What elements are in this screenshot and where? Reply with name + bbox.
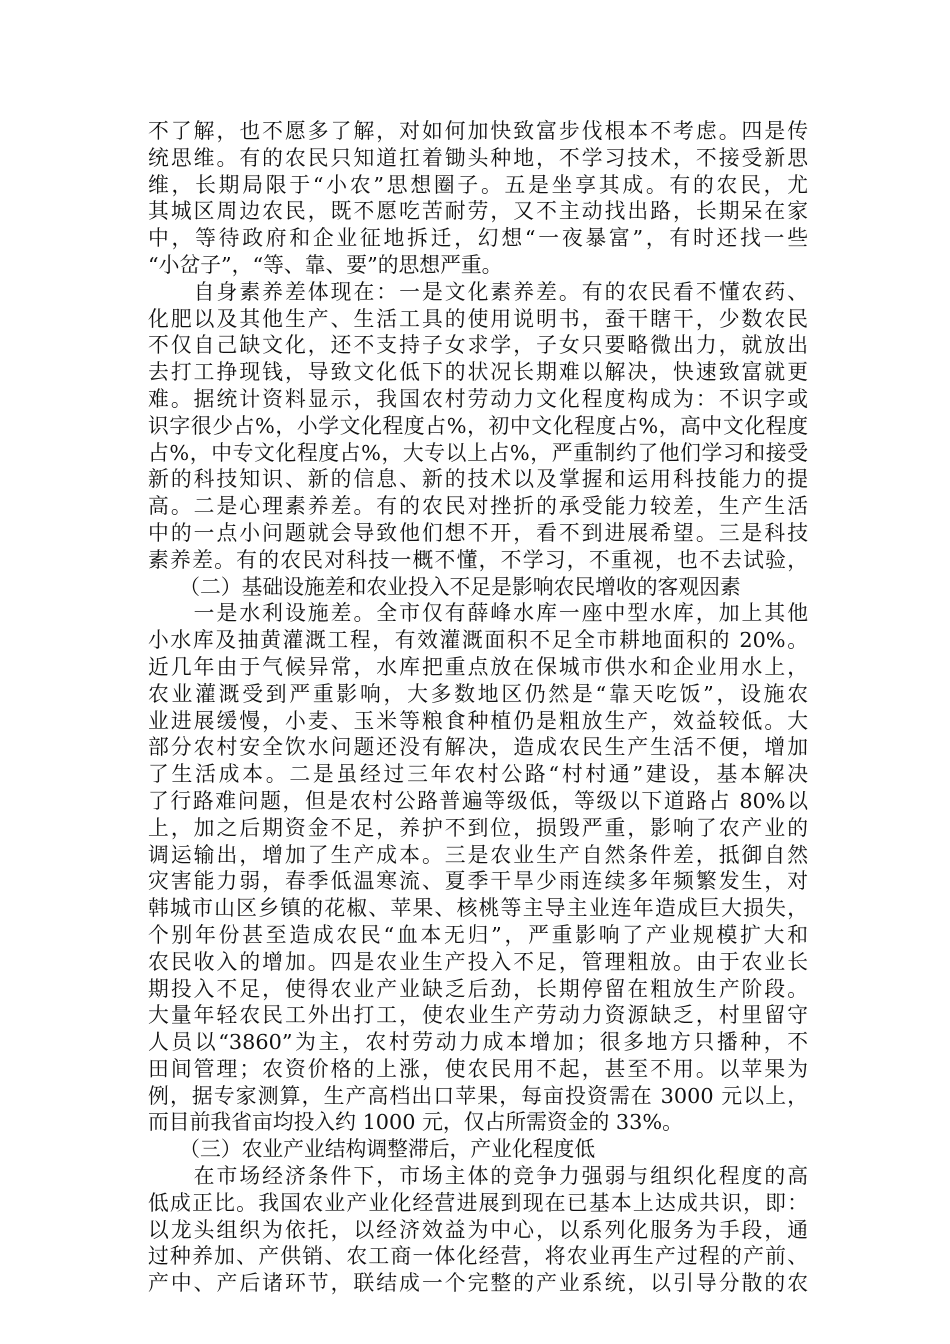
body-text bbox=[148, 118, 808, 1297]
text-line: 了生活成本。二是虽经过三年农村公路“村村通”建设，基本解决 bbox=[148, 762, 808, 787]
text-line: 不仅自己缺文化，还不支持子女求学，子女只要略微出力，就放出 bbox=[148, 333, 808, 358]
text-line: 人员以“3860”为主，农村劳动力成本增加；很多地方只播种，不 bbox=[148, 1030, 808, 1055]
text-line: 近几年由于气候异常，水库把重点放在保城市供水和企业用水上， bbox=[148, 654, 808, 679]
text-line: 化肥以及其他生产、生活工具的使用说明书，蚕干瞎干，少数农民 bbox=[148, 306, 808, 331]
text-line: 一是水利设施差。全市仅有薛峰水库一座中型水库，加上其他 bbox=[148, 601, 808, 626]
text-line: 统思维。有的农民只知道扛着锄头种地，不学习技术，不接受新思 bbox=[148, 145, 808, 170]
text-line: 其城区周边农民，既不愿吃苦耐劳，又不主动找出路，长期呆在家 bbox=[148, 199, 808, 224]
text-line: 在市场经济条件下，市场主体的竞争力强弱与组织化程度的高 bbox=[148, 1164, 808, 1189]
text-line: 小水库及抽黄灌溉工程，有效灌溉面积不足全市耕地面积的 20%。 bbox=[148, 628, 808, 653]
text-line: 期投入不足，使得农业产业缺乏后劲，长期停留在粗放生产阶段。 bbox=[148, 976, 808, 1001]
text-line: 个别年份甚至造成农民“血本无归”，严重影响了产业规模扩大和 bbox=[148, 922, 808, 947]
text-line: 去打工挣现钱，导致文化低下的状况长期难以解决，快速致富就更 bbox=[148, 360, 808, 385]
text-line: 产中、产后诸环节，联结成一个完整的产业系统，以引导分散的农 bbox=[148, 1271, 808, 1296]
text-line: 难。据统计资料显示，我国农村劳动力文化程度构成为：不识字或 bbox=[148, 386, 808, 411]
text-line: 而目前我省亩均投入约 1000 元，仅占所需资金的 33%。 bbox=[148, 1110, 683, 1135]
text-line: 新的科技知识、新的信息、新的技术以及掌握和运用科技能力的提 bbox=[148, 467, 808, 492]
text-line: 识字很少占%，小学文化程度占%，初中文化程度占%，高中文化程度 bbox=[148, 413, 808, 438]
text-line: 低成正比。我国农业产业化经营进展到现在已基本上达成共识，即： bbox=[148, 1190, 808, 1215]
text-line: 田间管理；农资价格的上涨，使农民用不起，甚至不用。以苹果为 bbox=[148, 1056, 808, 1081]
text-line: 中，等待政府和企业征地拆迁，幻想“一夜暴富”，有时还找一些 bbox=[148, 226, 808, 251]
text-line: 中的一点小问题就会导致他们想不开，看不到进展希望。三是科技 bbox=[148, 520, 808, 545]
text-line: 上，加之后期资金不足，养护不到位，损毁严重，影响了农产业的 bbox=[148, 815, 808, 840]
text-line: 大量年轻农民工外出打工，使农业生产劳动力资源缺乏，村里留守 bbox=[148, 1003, 808, 1028]
text-line: 自身素养差体现在：一是文化素养差。有的农民看不懂农药、 bbox=[148, 279, 808, 304]
text-line: 占%，中专文化程度占%，大专以上占%，严重制约了他们学习和接受 bbox=[148, 440, 808, 465]
text-line: 业进展缓慢，小麦、玉米等粮食种植仍是粗放生产，效益较低。大 bbox=[148, 708, 808, 733]
text-line: 部分农村安全饮水问题还没有解决，造成农民生产生活不便，增加 bbox=[148, 735, 808, 760]
text-line: 高。二是心理素养差。有的农民对挫折的承受能力较差，生产生活 bbox=[148, 494, 808, 519]
text-line: 农民收入的增加。四是农业生产投入不足，管理粗放。由于农业长 bbox=[148, 949, 808, 974]
text-line: （二）基础设施差和农业投入不足是影响农民增收的客观因素 bbox=[148, 574, 741, 599]
text-line: （三）农业产业结构调整滞后，产业化程度低 bbox=[148, 1137, 596, 1162]
text-line: “小岔子”，“等、靠、要”的思想严重。 bbox=[148, 252, 503, 277]
text-line: 过种养加、产供销、农工商一体化经营，将农业再生产过程的产前、 bbox=[148, 1244, 808, 1269]
text-line: 维，长期局限于“小农”思想圈子。五是坐享其成。有的农民，尤 bbox=[148, 172, 808, 197]
text-line: 例，据专家测算，生产高档出口苹果，每亩投资需在 3000 元以上， bbox=[148, 1083, 808, 1108]
text-line: 素养差。有的农民对科技一概不懂，不学习，不重视，也不去试验， bbox=[148, 547, 808, 572]
text-line: 调运输出，增加了生产成本。三是农业生产自然条件差，抵御自然 bbox=[148, 842, 808, 867]
text-line: 农业灌溉受到严重影响，大多数地区仍然是“靠天吃饭”，设施农 bbox=[148, 681, 808, 706]
text-line: 韩城市山区乡镇的花椒、苹果、核桃等主导主业连年造成巨大损失， bbox=[148, 896, 808, 921]
text-line: 了行路难问题，但是农村公路普遍等级低，等级以下道路占 80%以 bbox=[148, 788, 808, 813]
text-line: 以龙头组织为依托，以经济效益为中心，以系列化服务为手段，通 bbox=[148, 1217, 808, 1242]
text-line: 灾害能力弱，春季低温寒流、夏季干旱少雨连续多年频繁发生，对 bbox=[148, 869, 808, 894]
text-line: 不了解，也不愿多了解，对如何加快致富步伐根本不考虑。四是传 bbox=[148, 119, 808, 143]
